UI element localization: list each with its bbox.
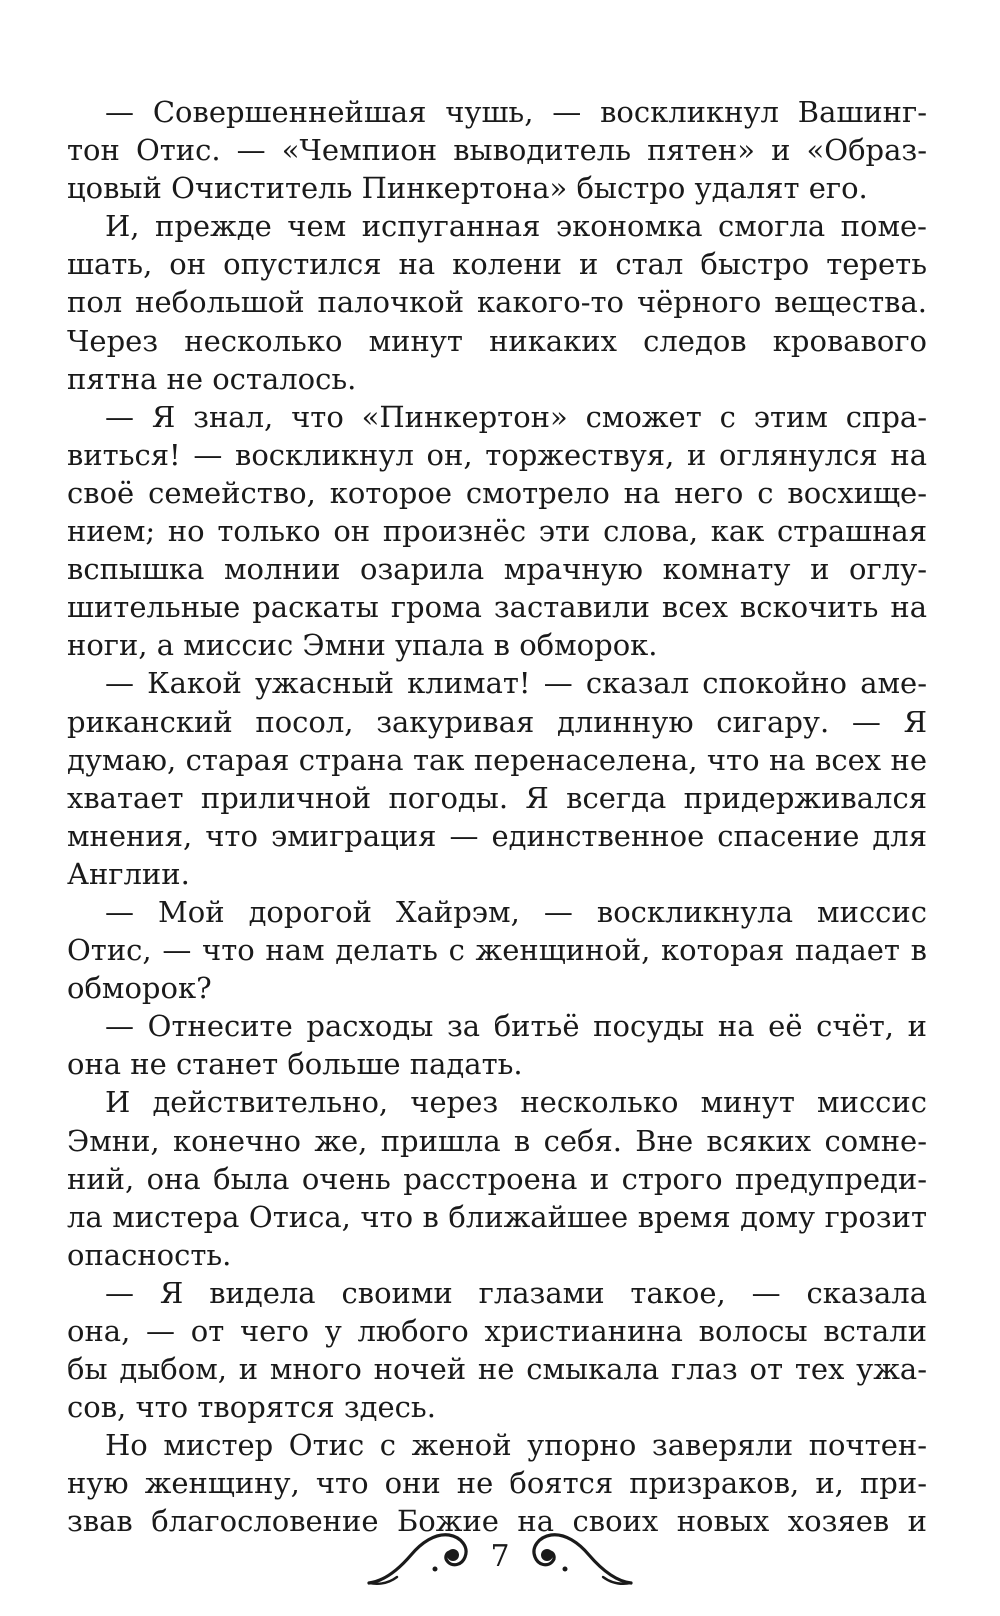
text-line: Эмни, конечно же, пришла в себя. Вне всяких сомне-: [67, 1123, 927, 1158]
text-line: мнения, что эмиграция — единственное спасение для: [67, 818, 927, 853]
text-line: хватает приличной погоды. Я всегда придерживался: [67, 780, 927, 815]
paragraph: [67, 1083, 927, 1273]
text-line: Отис, — что нам делать с женщиной, которая падает в: [67, 933, 927, 968]
text-line: звав благословение Божие на своих новых хозяев и: [67, 1504, 927, 1539]
text-line: — Я знал, что «Пинкертон» сможет с этим спра-: [105, 399, 927, 434]
text-line: нием; но только он произнёс эти слова, как страшная: [67, 514, 927, 549]
text-line: шать, он опустился на колени и стал быстро тереть: [67, 247, 927, 282]
text-line: опасность.: [67, 1237, 232, 1272]
paragraph: [67, 1007, 927, 1083]
flourish-left-icon: [365, 1525, 475, 1591]
text-line: ла мистера Отиса, что в ближайшее время дому грозит: [67, 1199, 927, 1234]
text-line: ную женщину, что они не боятся призраков, и, при-: [67, 1466, 927, 1501]
paragraph: [67, 664, 927, 893]
paragraph: [67, 893, 927, 1007]
text-line: И, прежде чем испуганная экономка смогла поме-: [105, 209, 927, 244]
text-line: шительные раскаты грома заставили всех вскочить на: [67, 590, 927, 625]
text-line: ноги, а миссис Эмни упала в обморок.: [67, 628, 658, 663]
text-line: своё семейство, которое смотрело на него с восхище-: [67, 475, 927, 510]
paragraph: [67, 207, 927, 397]
text-line: — Отнесите расходы за битьё посуды на её счёт, и: [105, 1009, 927, 1044]
text-line: обморок?: [67, 971, 212, 1006]
text-line: сов, что творятся здесь.: [67, 1390, 436, 1425]
page-body-text: [67, 93, 927, 1541]
text-line: Англии.: [67, 856, 190, 891]
paragraph: [67, 93, 927, 207]
flourish-right-icon: [525, 1525, 635, 1591]
text-line: — Мой дорогой Хайрэм, — воскликнула миссис: [105, 894, 927, 929]
text-line: — Я видела своими глазами такое, — сказала: [105, 1275, 927, 1310]
page-number: 7: [490, 1539, 510, 1574]
text-line: пол небольшой палочкой какого-то чёрного вещества.: [67, 285, 927, 320]
text-line: бы дыбом, и много ночей не смыкала глаз от тех ужа-: [67, 1352, 927, 1387]
text-line: пятна не осталось.: [67, 361, 357, 396]
text-line: думаю, старая страна так перенаселена, что на всех не: [67, 742, 927, 777]
text-line: И действительно, через несколько минут миссис: [105, 1085, 927, 1120]
text-line: она, — от чего у любого христианина волосы встали: [67, 1314, 927, 1348]
text-line: виться! — воскликнул он, торжествуя, и оглянулся на: [67, 437, 927, 472]
text-line: цовый Очиститель Пинкертона» быстро удалят его.: [67, 171, 868, 206]
paragraph: [67, 1274, 927, 1426]
text-line: ний, она была очень расстроена и строго предупреди-: [67, 1161, 927, 1196]
text-line: риканский посол, закуривая длинную сигару. — Я: [67, 704, 927, 739]
text-line: она не станет больше падать.: [67, 1047, 523, 1082]
page-footer: [0, 1525, 1000, 1595]
text-line: Через несколько минут никаких следов кровавого: [67, 323, 927, 358]
paragraph: [67, 398, 927, 665]
text-line: — Какой ужасный климат! — сказал спокойно аме-: [105, 666, 927, 701]
text-line: Но мистер Отис с женой упорно заверяли почтен-: [105, 1428, 927, 1463]
text-line: тон Отис. — «Чемпион выводитель пятен» и «Образ-: [67, 133, 927, 168]
text-line: вспышка молнии озарила мрачную комнату и оглу-: [67, 552, 927, 587]
paragraph: [67, 1426, 927, 1540]
text-line: — Совершеннейшая чушь, — воскликнул Вашинг-: [105, 95, 927, 129]
